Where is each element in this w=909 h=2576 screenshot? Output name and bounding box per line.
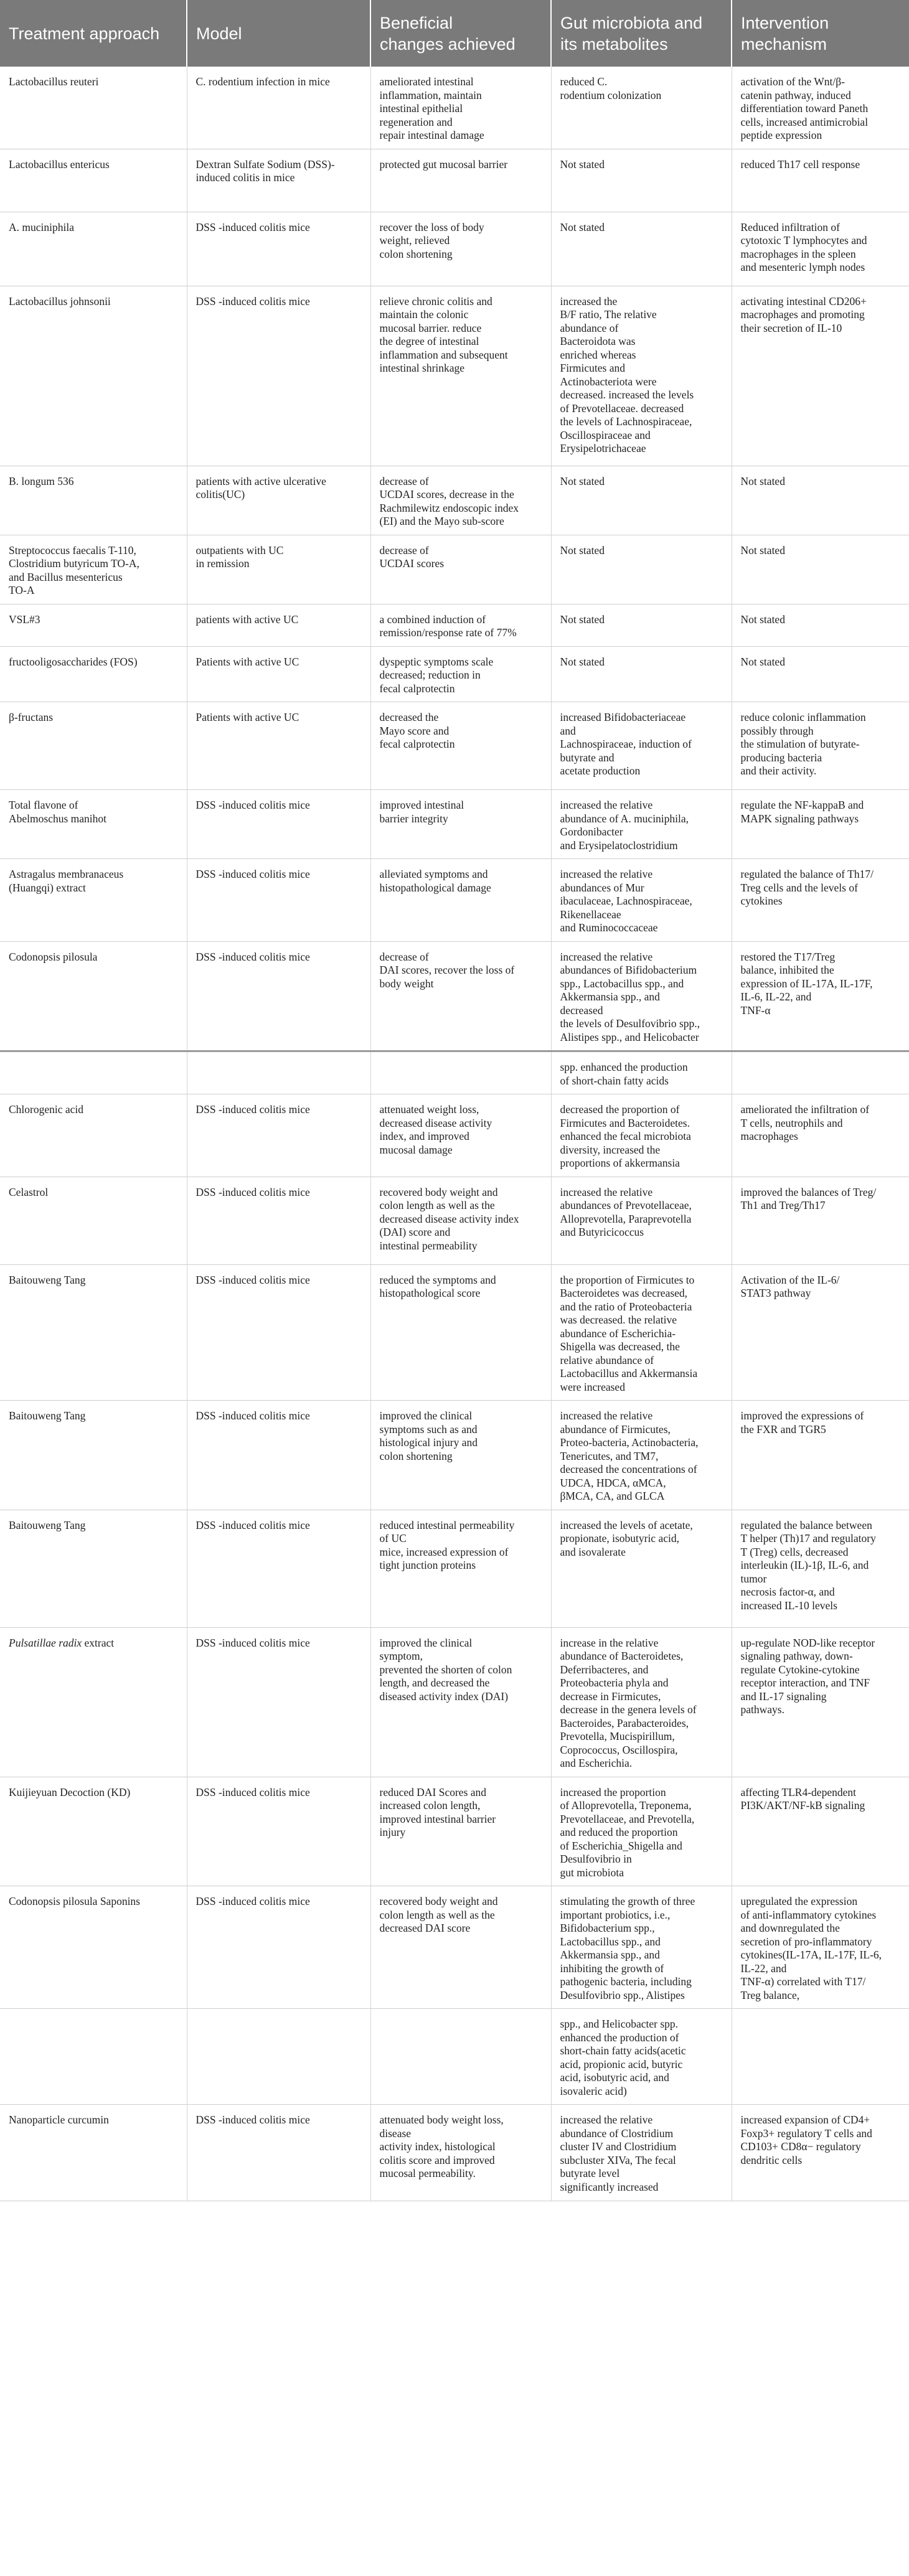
treatment-cell: VSL#3 — [0, 604, 187, 646]
gut-microbiota-cell: Not stated — [551, 466, 732, 535]
gut-microbiota-cell: increase in the relative abundance of Bacteroidetes, Deferribacteres, and Proteobacteria phyla and decrease in Firmicutes, decrease in the genera levels of Bacteroides, Parabacteroides, Prevotella, Mucispirillum, Coprococcus, Oscillospira, and Escherichia. — [551, 1627, 732, 1777]
treatment-cell: β-fructans — [0, 702, 187, 790]
gut-microbiota-cell: Not stated — [551, 212, 732, 286]
table-row — [0, 604, 909, 646]
table-row — [0, 1094, 909, 1177]
model-cell: DSS -induced colitis mice — [187, 1886, 370, 2009]
mechanism-cell: restored the T17/Treg balance, inhibited the expression of IL-17A, IL-17F, IL-6, IL-22, and TNF-α — [732, 941, 909, 1051]
treatment-cell: Lactobacillus johnsonii — [0, 286, 187, 466]
table-row — [0, 646, 909, 702]
table-row — [0, 790, 909, 859]
model-cell: DSS -induced colitis mice — [187, 1627, 370, 1777]
gut-microbiota-cell: stimulating the growth of three important probiotics, i.e., Bifidobacterium spp., Lactobacillus spp., and Akkermansia spp., and inhibiting the growth of pathogenic bacteria, including Desulfovibrio spp., Alistipes — [551, 1886, 732, 2009]
mechanism-cell: activating intestinal CD206+ macrophages and promoting their secretion of IL-10 — [732, 286, 909, 466]
gut-microbiota-cell: Not stated — [551, 535, 732, 604]
treatment-cell: Kuijieyuan Decoction (KD) — [0, 1777, 187, 1886]
table-row — [0, 702, 909, 790]
treatment-cell: Baitouweng Tang — [0, 1510, 187, 1627]
treatment-cell — [0, 1051, 187, 1094]
header-model: Model — [187, 0, 370, 67]
mechanism-cell: ameliorated the infiltration of T cells, neutrophils and macrophages — [732, 1094, 909, 1177]
table-row — [0, 286, 909, 466]
beneficial-changes-cell: dyspeptic symptoms scale decreased; reduction in fecal calprotectin — [370, 646, 551, 702]
beneficial-changes-cell: recover the loss of body weight, relieved colon shortening — [370, 212, 551, 286]
mechanism-cell: Not stated — [732, 535, 909, 604]
treatment-cell: Chlorogenic acid — [0, 1094, 187, 1177]
mechanism-cell — [732, 1051, 909, 1094]
table-row — [0, 1264, 909, 1401]
treatment-cell: Streptococcus faecalis T-110, Clostridium butyricum TO-A, and Bacillus mesentericus TO-A — [0, 535, 187, 604]
beneficial-changes-cell — [370, 2009, 551, 2105]
table-row — [0, 67, 909, 149]
model-cell: Dextran Sulfate Sodium (DSS)- induced colitis in mice — [187, 149, 370, 212]
beneficial-changes-cell: relieve chronic colitis and maintain the colonic mucosal barrier. reduce the degree of intestinal inflammation and subsequent intestinal shrinkage — [370, 286, 551, 466]
gut-microbiota-cell: increased the levels of acetate, propionate, isobutyric acid, and isovalerate — [551, 1510, 732, 1627]
table-row — [0, 1401, 909, 1510]
mechanism-cell: upregulated the expression of anti-inflammatory cytokines and downregulated the secretion of pro-inflammatory cytokines(IL-17A, IL-17F, IL-6, IL-22, and TNF-α) correlated with T17/ Treg balance, — [732, 1886, 909, 2009]
beneficial-changes-cell: ameliorated intestinal inflammation, maintain intestinal epithelial regeneration and repair intestinal damage — [370, 67, 551, 149]
beneficial-changes-cell: alleviated symptoms and histopathological damage — [370, 859, 551, 942]
beneficial-changes-cell: recovered body weight and colon length as well as the decreased DAI score — [370, 1886, 551, 2009]
beneficial-changes-cell: a combined induction of remission/response rate of 77% — [370, 604, 551, 646]
treatment-cell: Lactobacillus entericus — [0, 149, 187, 212]
model-cell: DSS -induced colitis mice — [187, 859, 370, 942]
mechanism-cell: improved the balances of Treg/ Th1 and Treg/Th17 — [732, 1177, 909, 1264]
beneficial-changes-cell: decreased the Mayo score and fecal calprotectin — [370, 702, 551, 790]
treatment-cell: Codonopsis pilosula — [0, 941, 187, 1051]
mechanism-cell: regulated the balance between T helper (Th)17 and regulatory T (Treg) cells, decreased interleukin (IL)-1β, IL-6, and tumor necrosis factor-α, and increased IL-10 levels — [732, 1510, 909, 1627]
gut-microbiota-cell: spp. enhanced the production of short-chain fatty acids — [551, 1051, 732, 1094]
treatment-cell: Codonopsis pilosula Saponins — [0, 1886, 187, 2009]
mechanism-cell: Not stated — [732, 466, 909, 535]
model-cell — [187, 1051, 370, 1094]
treatment-cell: fructooligosaccharides (FOS) — [0, 646, 187, 702]
table-row — [0, 1051, 909, 1094]
table-row — [0, 1627, 909, 1777]
model-cell: patients with active UC — [187, 604, 370, 646]
beneficial-changes-cell: improved the clinical symptoms such as and histological injury and colon shortening — [370, 1401, 551, 1510]
model-cell: DSS -induced colitis mice — [187, 1510, 370, 1627]
table-row — [0, 941, 909, 1051]
mechanism-cell — [732, 2009, 909, 2105]
treatment-cell: Pulsatillae radix extract — [0, 1627, 187, 1777]
gut-microbiota-cell: increased the proportion of Alloprevotella, Treponema, Prevotellaceae, and Prevotella, and reduced the proportion of Escherichia_Shigella and Desulfovibrio in gut microbiota — [551, 1777, 732, 1886]
gut-microbiota-cell: reduced C. rodentium colonization — [551, 67, 732, 149]
gut-microbiota-cell: increased the relative abundance of Firmicutes, Proteo-bacteria, Actinobacteria, Tenericutes, and TM7, decreased the concentrations of UDCA, HDCA, αMCA, βMCA, CA, and GLCA — [551, 1401, 732, 1510]
table-row — [0, 535, 909, 604]
beneficial-changes-cell: reduced intestinal permeability of UC mice, increased expression of tight junction proteins — [370, 1510, 551, 1627]
model-cell: Patients with active UC — [187, 646, 370, 702]
gut-microbiota-cell: Not stated — [551, 149, 732, 212]
table-row — [0, 1886, 909, 2009]
mechanism-cell: activation of the Wnt/β- catenin pathway, induced differentiation toward Paneth cells, increased antimicrobial peptide expression — [732, 67, 909, 149]
beneficial-changes-cell: reduced DAI Scores and increased colon length, improved intestinal barrier injury — [370, 1777, 551, 1886]
mechanism-cell: Activation of the IL-6/ STAT3 pathway — [732, 1264, 909, 1401]
mechanism-cell: reduce colonic inflammation possibly through the stimulation of butyrate- producing bacteria and their activity. — [732, 702, 909, 790]
model-cell: DSS -induced colitis mice — [187, 1094, 370, 1177]
beneficial-changes-cell: attenuated weight loss, decreased disease activity index, and improved mucosal damage — [370, 1094, 551, 1177]
beneficial-changes-cell: recovered body weight and colon length as well as the decreased disease activity index (DAI) score and intestinal permeability — [370, 1177, 551, 1264]
mechanism-cell: affecting TLR4-dependent PI3K/AKT/NF-kB signaling — [732, 1777, 909, 1886]
mechanism-cell: regulated the balance of Th17/ Treg cells and the levels of cytokines — [732, 859, 909, 942]
treatment-cell: Astragalus membranaceus (Huangqi) extract — [0, 859, 187, 942]
beneficial-changes-cell: improved intestinal barrier integrity — [370, 790, 551, 859]
header-intervention-mechanism: Intervention mechanism — [732, 0, 909, 67]
mechanism-cell: reduced Th17 cell response — [732, 149, 909, 212]
mechanism-cell: increased expansion of CD4+ Foxp3+ regulatory T cells and CD103+ CD8α− regulatory dendritic cells — [732, 2105, 909, 2201]
model-cell: DSS -induced colitis mice — [187, 1777, 370, 1886]
model-cell — [187, 2009, 370, 2105]
model-cell: DSS -induced colitis mice — [187, 212, 370, 286]
treatment-cell: Baitouweng Tang — [0, 1401, 187, 1510]
gut-microbiota-cell: Not stated — [551, 646, 732, 702]
table-row — [0, 466, 909, 535]
gut-microbiota-cell: increased the relative abundances of Bifidobacterium spp., Lactobacillus spp., and Akkermansia spp., and decreased the levels of Desulfovibrio spp., Alistipes spp., and Helicobacter — [551, 941, 732, 1051]
gut-microbiota-cell: increased the B/F ratio, The relative abundance of Bacteroidota was enriched whereas Firmicutes and Actinobacteriota were decreased. increased the levels of Prevotellaceae. decreased the levels of Lachnospiraceae, Oscillospiraceae and Erysipelotrichaceae — [551, 286, 732, 466]
gut-microbiota-cell: increased Bifidobacteriaceae and Lachnospiraceae, induction of butyrate and acetate production — [551, 702, 732, 790]
gut-microbiota-cell: increased the relative abundances of Prevotellaceae, Alloprevotella, Paraprevotella and Butyricicoccus — [551, 1177, 732, 1264]
gut-microbiota-cell: increased the relative abundance of Clostridium cluster IV and Clostridium subcluster XIVa, The fecal butyrate level significantly increased — [551, 2105, 732, 2201]
beneficial-changes-cell: attenuated body weight loss, disease activity index, histological colitis score and improved mucosal permeability. — [370, 2105, 551, 2201]
beneficial-changes-cell: protected gut mucosal barrier — [370, 149, 551, 212]
treatment-cell: Lactobacillus reuteri — [0, 67, 187, 149]
gut-microbiota-cell: Not stated — [551, 604, 732, 646]
table-row — [0, 1777, 909, 1886]
model-cell: DSS -induced colitis mice — [187, 2105, 370, 2201]
treatment-cell: Nanoparticle curcumin — [0, 2105, 187, 2201]
header-row — [0, 0, 909, 67]
mechanism-cell: up-regulate NOD-like receptor signaling pathway, down- regulate Cytokine-cytokine receptor interaction, and TNF and IL-17 signaling pathways. — [732, 1627, 909, 1777]
header-treatment-approach: Treatment approach — [0, 0, 187, 67]
model-cell: C. rodentium infection in mice — [187, 67, 370, 149]
table-row — [0, 1510, 909, 1627]
treatment-cell: B. longum 536 — [0, 466, 187, 535]
model-cell: DSS -induced colitis mice — [187, 790, 370, 859]
beneficial-changes-cell: improved the clinical symptom, prevented the shorten of colon length, and decreased the diseased activity index (DAI) — [370, 1627, 551, 1777]
treatment-cell: A. muciniphila — [0, 212, 187, 286]
treatment-cell: Celastrol — [0, 1177, 187, 1264]
header-beneficial-changes: Beneficial changes achieved — [370, 0, 551, 67]
beneficial-changes-cell — [370, 1051, 551, 1094]
table-row — [0, 149, 909, 212]
table-body — [0, 67, 909, 2201]
beneficial-changes-cell: reduced the symptoms and histopathological score — [370, 1264, 551, 1401]
beneficial-changes-cell: decrease of UCDAI scores, decrease in the Rachmilewitz endoscopic index (EI) and the Mayo sub-score — [370, 466, 551, 535]
header-gut-microbiota: Gut microbiota and its metabolites — [551, 0, 732, 67]
model-cell: DSS -induced colitis mice — [187, 1264, 370, 1401]
table-row — [0, 1177, 909, 1264]
table-row — [0, 2105, 909, 2201]
table-row — [0, 859, 909, 942]
gut-microbiota-cell: increased the relative abundance of A. muciniphila, Gordonibacter and Erysipelatoclostridium — [551, 790, 732, 859]
beneficial-changes-cell: decrease of UCDAI scores — [370, 535, 551, 604]
mechanism-cell: Not stated — [732, 646, 909, 702]
model-cell: Patients with active UC — [187, 702, 370, 790]
mechanism-cell: Not stated — [732, 604, 909, 646]
treatment-cell — [0, 2009, 187, 2105]
model-cell: DSS -induced colitis mice — [187, 941, 370, 1051]
table-row — [0, 212, 909, 286]
model-cell: DSS -induced colitis mice — [187, 286, 370, 466]
mechanism-cell: improved the expressions of the FXR and TGR5 — [732, 1401, 909, 1510]
table-row — [0, 2009, 909, 2105]
mechanism-cell: Reduced infiltration of cytotoxic T lymphocytes and macrophages in the spleen and mesenteric lymph nodes — [732, 212, 909, 286]
model-cell: outpatients with UC in remission — [187, 535, 370, 604]
model-cell: patients with active ulcerative colitis(UC) — [187, 466, 370, 535]
treatment-cell: Baitouweng Tang — [0, 1264, 187, 1401]
treatment-cell: Total flavone of Abelmoschus manihot — [0, 790, 187, 859]
beneficial-changes-cell: decrease of DAI scores, recover the loss of body weight — [370, 941, 551, 1051]
mechanism-cell: regulate the NF-kappaB and MAPK signaling pathways — [732, 790, 909, 859]
gut-microbiota-cell: spp., and Helicobacter spp. enhanced the production of short-chain fatty acids(acetic acid, propionic acid, butyric acid, isobutyric acid, and isovaleric acid) — [551, 2009, 732, 2105]
gut-microbiota-cell: increased the relative abundances of Mur ibaculaceae, Lachnospiraceae, Rikenellaceae and Ruminococcaceae — [551, 859, 732, 942]
model-cell: DSS -induced colitis mice — [187, 1177, 370, 1264]
model-cell: DSS -induced colitis mice — [187, 1401, 370, 1510]
gut-microbiota-cell: decreased the proportion of Firmicutes and Bacteroidetes. enhanced the fecal microbiota diversity, increased the proportions of akkermansia — [551, 1094, 732, 1177]
gut-microbiota-cell: the proportion of Firmicutes to Bacteroidetes was decreased, and the ratio of Proteobacteria was decreased. the relative abundance of Escherichia- Shigella was decreased, the relative abundance of Lactobacillus and Akkermansia were increased — [551, 1264, 732, 1401]
